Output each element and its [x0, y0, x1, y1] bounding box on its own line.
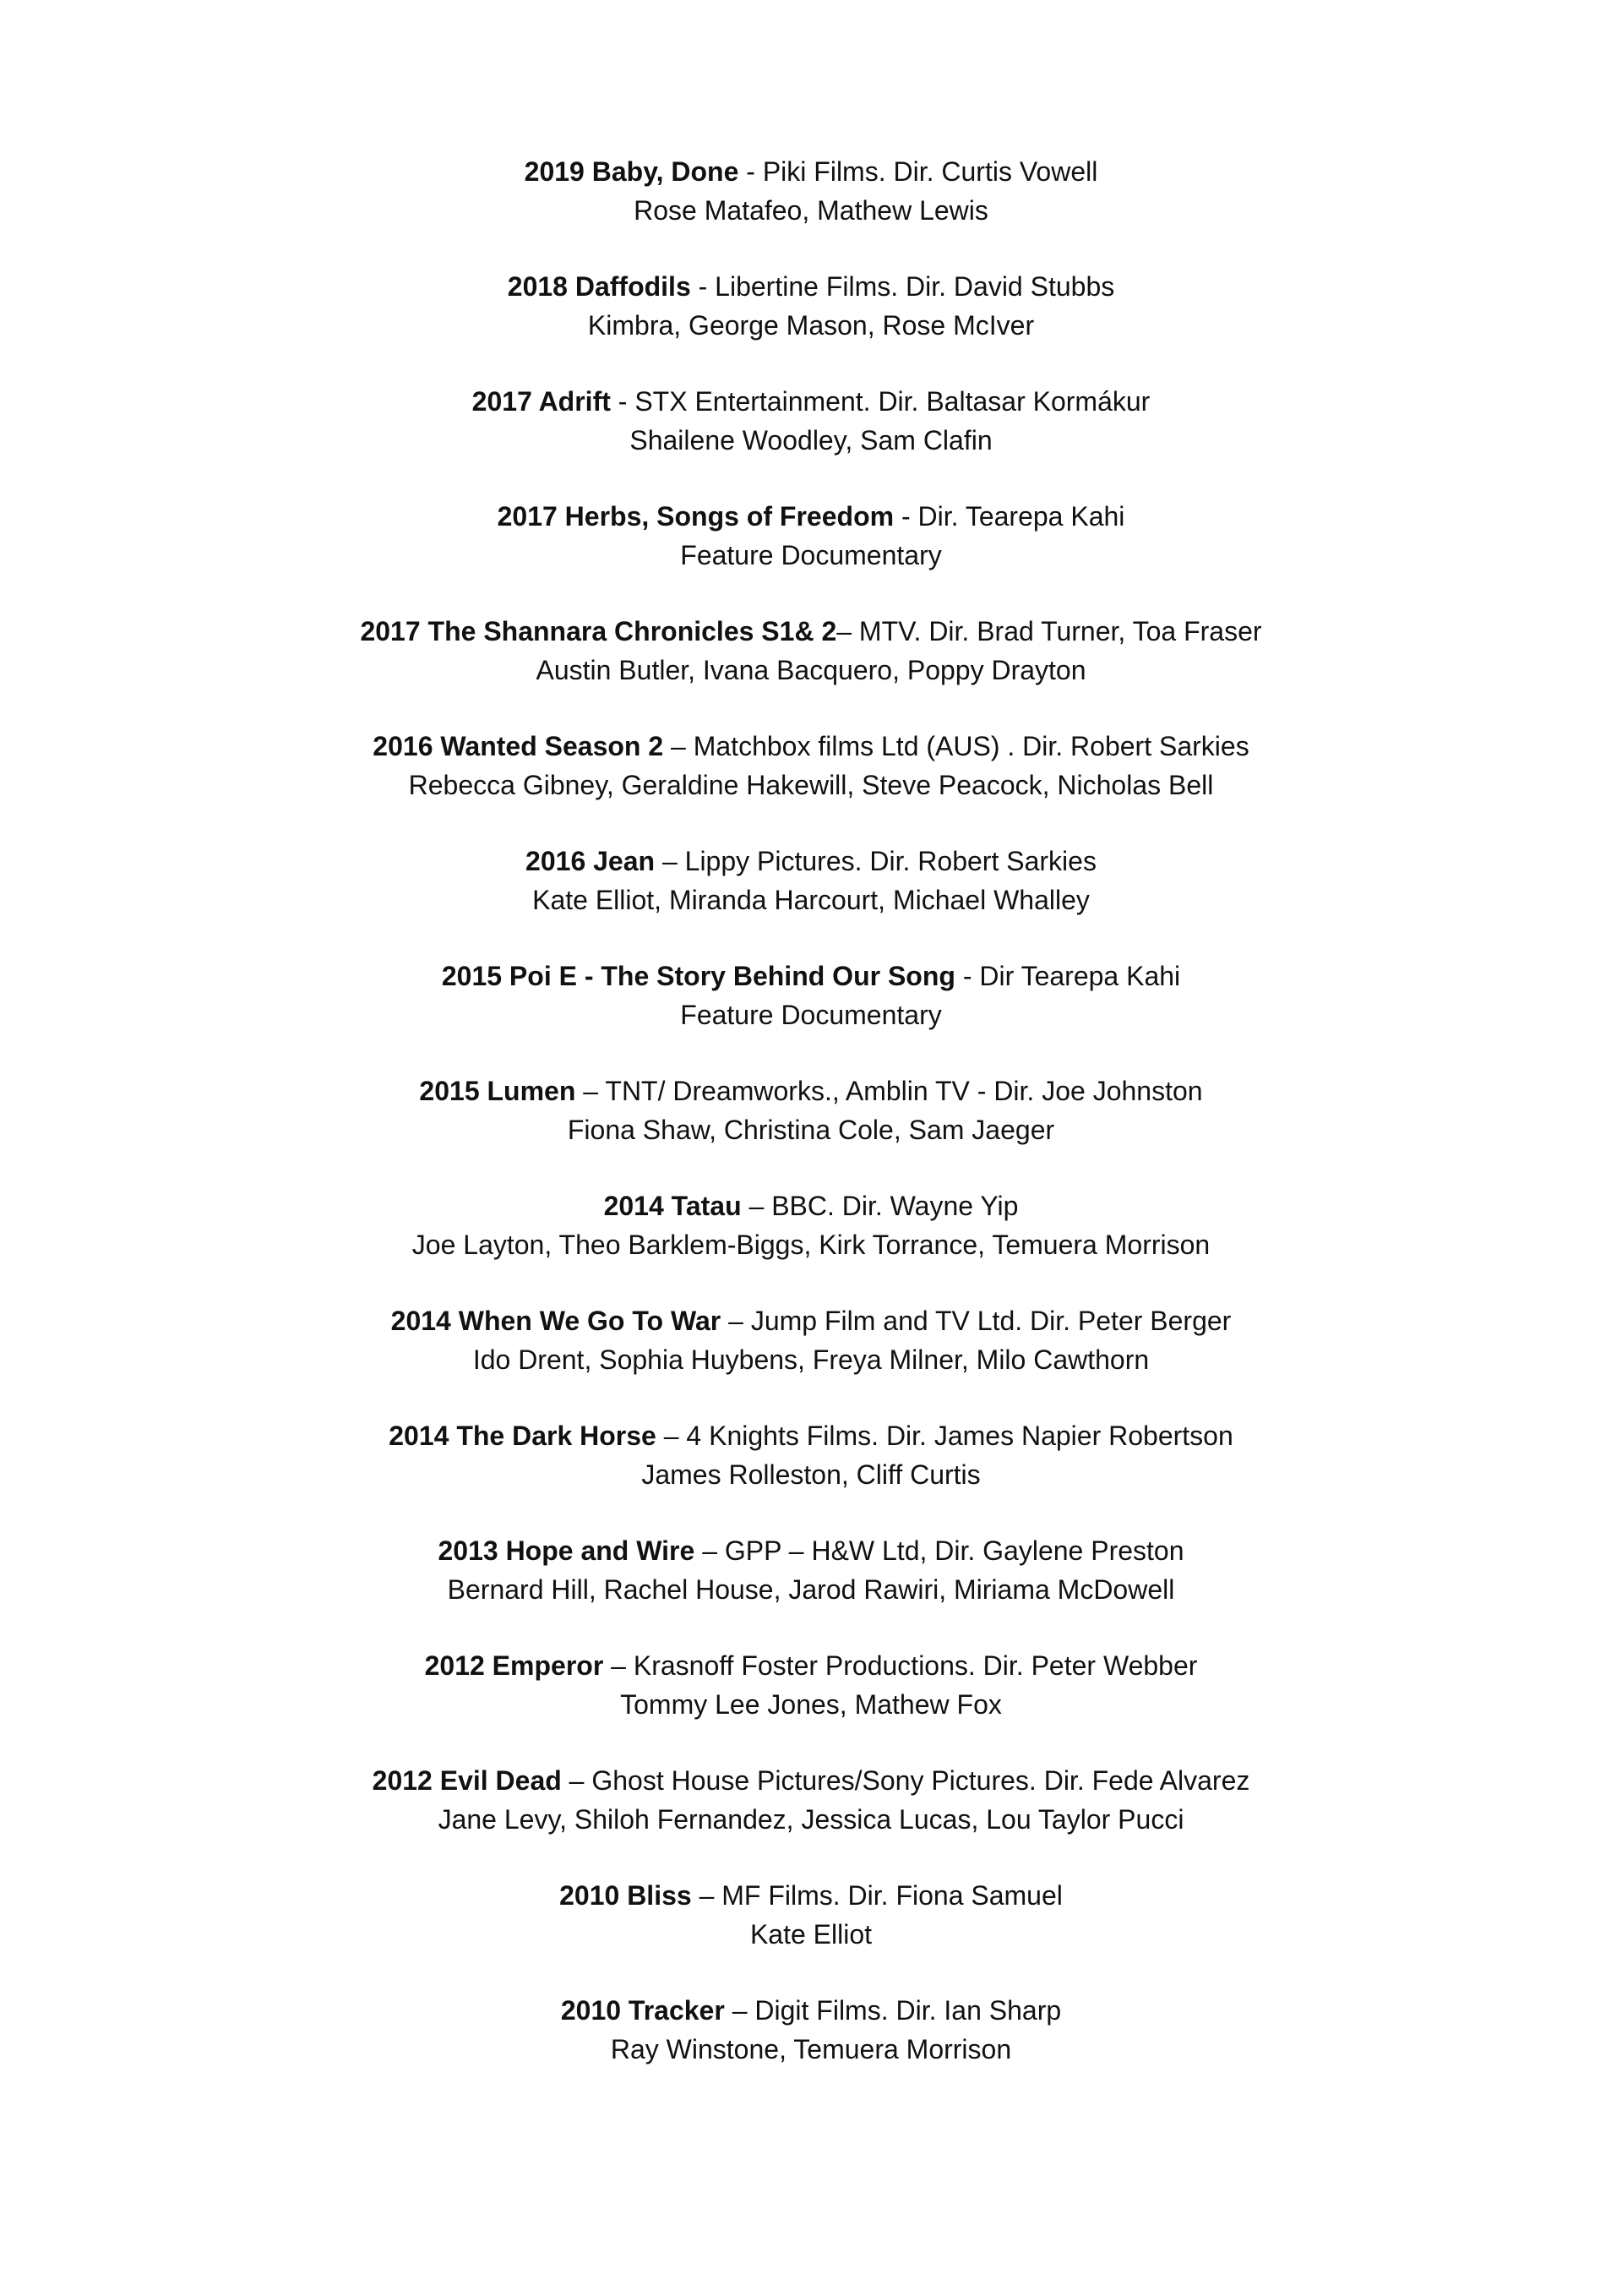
credit-detail: - Piki Films. Dir. Curtis Vowell	[738, 156, 1098, 187]
credit-cast: James Rolleston, Cliff Curtis	[641, 1459, 981, 1490]
credit-detail: – Ghost House Pictures/Sony Pictures. Dir. Fede Alvarez	[561, 1765, 1250, 1796]
credit-title: 2019 Baby, Done	[524, 156, 739, 187]
credit-heading	[0, 1186, 1622, 1225]
credit-entry	[0, 1876, 1622, 1991]
credit-heading	[0, 842, 1622, 881]
credit-heading	[0, 1072, 1622, 1110]
credit-entry	[0, 612, 1622, 727]
credit-title: 2015 Lumen	[419, 1076, 576, 1106]
credit-detail: - Dir Tearepa Kahi	[955, 961, 1181, 991]
credit-detail: - Dir. Tearepa Kahi	[894, 501, 1125, 532]
credit-entry	[0, 1186, 1622, 1301]
credit-title: 2017 Herbs, Songs of Freedom	[497, 501, 895, 532]
credits-list	[0, 152, 1622, 2106]
credit-entry	[0, 1416, 1622, 1531]
credit-title: 2010 Tracker	[560, 1995, 725, 2026]
credit-cast: Ido Drent, Sophia Huybens, Freya Milner, Milo Cawthorn	[472, 1344, 1150, 1375]
credit-entry	[0, 1072, 1622, 1186]
credit-entry	[0, 957, 1622, 1072]
credit-cast: Feature Documentary	[680, 540, 942, 570]
credit-heading	[0, 1761, 1622, 1800]
credit-cast: Kate Elliot	[749, 1919, 873, 1950]
credit-heading	[0, 1991, 1622, 2030]
credit-entry	[0, 727, 1622, 842]
credit-cast: Joe Layton, Theo Barklem-Biggs, Kirk Torrance, Temuera Morrison	[411, 1230, 1211, 1260]
credit-heading	[0, 497, 1622, 536]
credit-entry	[0, 842, 1622, 957]
credit-detail: – Jump Film and TV Ltd. Dir. Peter Berger	[721, 1306, 1232, 1336]
credit-detail: - STX Entertainment. Dir. Baltasar Kormákur	[610, 386, 1151, 417]
credit-entry	[0, 497, 1622, 612]
credit-entry	[0, 1646, 1622, 1761]
credit-detail: – MTV. Dir. Brad Turner, Toa Fraser	[836, 616, 1262, 646]
credit-heading	[0, 1416, 1622, 1455]
credit-entry	[0, 1301, 1622, 1416]
credit-detail: - Libertine Films. Dir. David Stubbs	[690, 271, 1115, 302]
credit-title: 2010 Bliss	[559, 1880, 692, 1911]
credit-title: 2016 Jean	[525, 846, 656, 876]
credit-title: 2014 When We Go To War	[390, 1306, 721, 1336]
credit-title: 2016 Wanted Season 2	[373, 731, 664, 761]
credit-title: 2012 Evil Dead	[372, 1765, 562, 1796]
credit-title: 2014 Tatau	[603, 1191, 742, 1221]
credit-cast: Fiona Shaw, Christina Cole, Sam Jaeger	[567, 1115, 1055, 1145]
credit-detail: – GPP – H&W Ltd, Dir. Gaylene Preston	[694, 1535, 1184, 1566]
credit-heading	[0, 1531, 1622, 1570]
credit-entry	[0, 382, 1622, 497]
credit-cast: Tommy Lee Jones, Mathew Fox	[620, 1689, 1002, 1720]
credit-cast: Rebecca Gibney, Geraldine Hakewill, Steve Peacock, Nicholas Bell	[408, 770, 1214, 800]
credit-cast: Jane Levy, Shiloh Fernandez, Jessica Lucas, Lou Taylor Pucci	[438, 1804, 1184, 1835]
credit-cast: Kate Elliot, Miranda Harcourt, Michael Whalley	[532, 885, 1090, 915]
credit-heading	[0, 612, 1622, 651]
credit-detail: – MF Films. Dir. Fiona Samuel	[691, 1880, 1063, 1911]
credit-cast: Austin Butler, Ivana Bacquero, Poppy Drayton	[536, 655, 1086, 685]
credit-heading	[0, 1876, 1622, 1915]
credit-heading	[0, 727, 1622, 766]
credit-entry	[0, 267, 1622, 382]
credit-detail: – Lippy Pictures. Dir. Robert Sarkies	[655, 846, 1097, 876]
credit-title: 2018 Daffodils	[507, 271, 691, 302]
credit-title: 2013 Hope and Wire	[438, 1535, 695, 1566]
credit-title: 2012 Emperor	[424, 1650, 604, 1681]
credit-heading	[0, 957, 1622, 995]
credit-detail: – Matchbox films Ltd (AUS) . Dir. Robert Sarkies	[663, 731, 1249, 761]
credit-title: 2017 The Shannara Chronicles S1& 2	[360, 616, 837, 646]
credit-entry	[0, 1991, 1622, 2106]
credit-cast: Ray Winstone, Temuera Morrison	[610, 2034, 1012, 2064]
credit-title: 2015 Poi E - The Story Behind Our Song	[441, 961, 955, 991]
credit-cast: Feature Documentary	[680, 1000, 942, 1030]
credit-detail: – Krasnoff Foster Productions. Dir. Peter Webber	[603, 1650, 1198, 1681]
credit-heading	[0, 1646, 1622, 1685]
credit-title: 2014 The Dark Horse	[389, 1421, 656, 1451]
credit-detail: – TNT/ Dreamworks., Amblin TV - Dir. Joe Johnston	[575, 1076, 1203, 1106]
credit-entry	[0, 152, 1622, 267]
credit-title: 2017 Adrift	[471, 386, 611, 417]
credit-entry	[0, 1531, 1622, 1646]
credit-detail: – 4 Knights Films. Dir. James Napier Robertson	[656, 1421, 1233, 1451]
credit-detail: – BBC. Dir. Wayne Yip	[741, 1191, 1019, 1221]
credit-heading	[0, 267, 1622, 306]
credit-entry	[0, 1761, 1622, 1876]
credit-cast: Shailene Woodley, Sam Clafin	[629, 425, 993, 455]
credit-heading	[0, 1301, 1622, 1340]
credit-cast: Rose Matafeo, Mathew Lewis	[634, 195, 988, 226]
credit-heading	[0, 152, 1622, 191]
credit-detail: – Digit Films. Dir. Ian Sharp	[724, 1995, 1062, 2026]
credit-cast: Bernard Hill, Rachel House, Jarod Rawiri, Miriama McDowell	[447, 1574, 1175, 1605]
credit-cast: Kimbra, George Mason, Rose McIver	[587, 310, 1035, 341]
credit-heading	[0, 382, 1622, 421]
